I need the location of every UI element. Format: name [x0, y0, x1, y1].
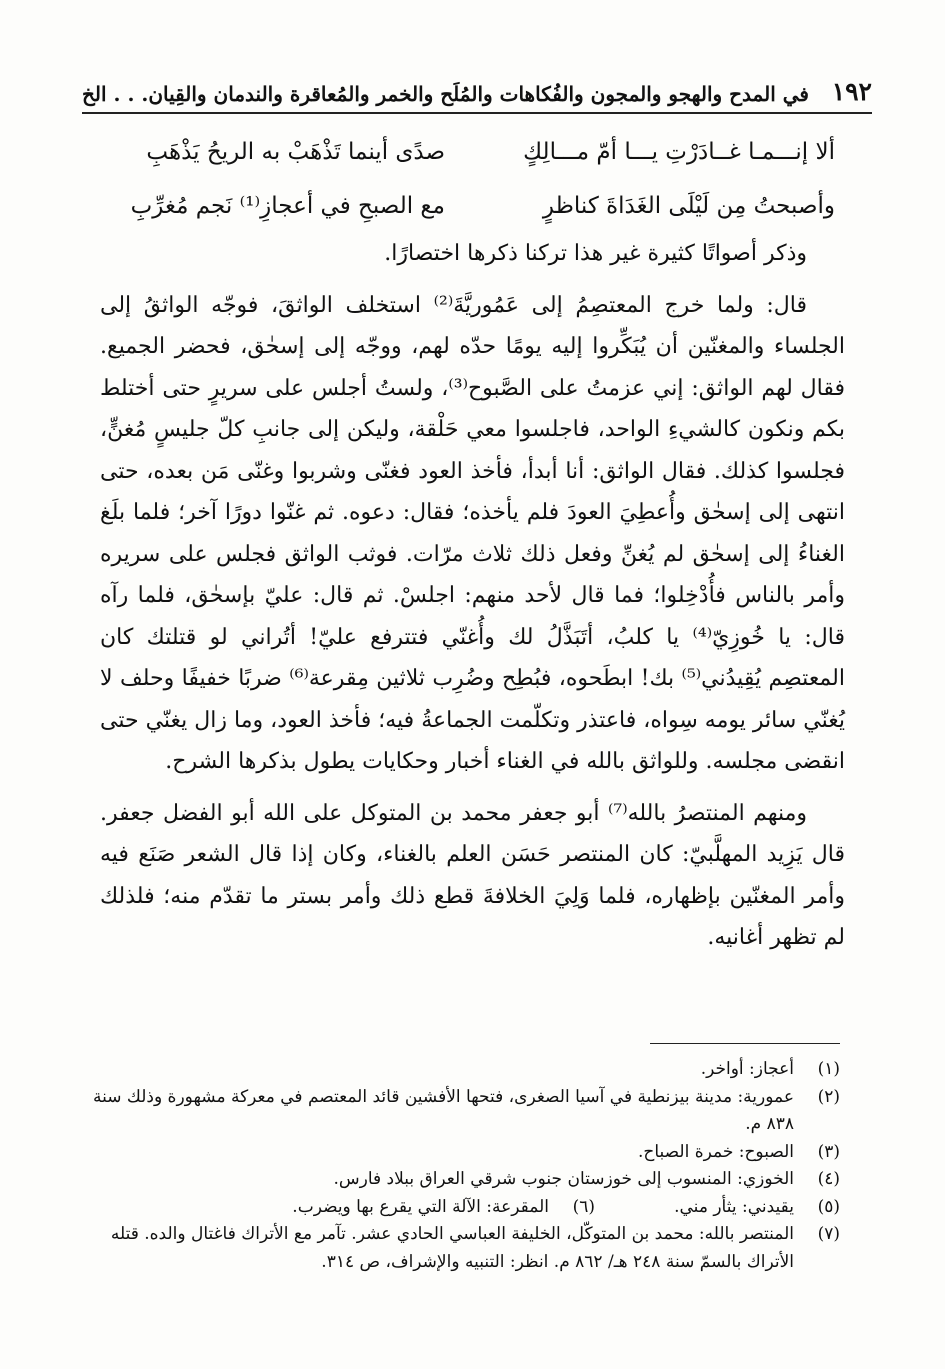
footnote-number: (٦) [572, 1196, 595, 1217]
footnote-row [90, 1194, 840, 1222]
footnote [90, 1139, 840, 1167]
footnote [292, 1194, 595, 1222]
footnote-number: (٣) [817, 1141, 840, 1162]
footnote-text: الصبوح: خمرة الصباح. [637, 1141, 794, 1162]
footnote [90, 1221, 840, 1276]
poem-verses [105, 125, 835, 233]
footnote-text: يقيدني: يثأر مني. [674, 1196, 794, 1217]
footnote [90, 1056, 840, 1084]
verse-second-hemistich: صدًى أينما تَذْهَبْ به الريحُ يَذْهَبِ [146, 139, 445, 165]
paragraph: ومنهم المنتصرُ بالله⁽⁷⁾ أبو جعفر محمد بن المتوكل على الله أبو الفضل جعفر. قال يَزِيد المهلَّبيّ: كان المنتصر حَسَن العلم بالغناء، وكان إذا قال الشعر صَنَع فيه وأمر المغنّين بإظهاره، فلما وَلِيَ الخلافةَ قطع ذلك وأمر بستر ما تقدّم منه؛ فلذلك لم تظهر أغانيه. [100, 800, 845, 950]
paragraph: قال: ولما خرج المعتصِمُ إلى عَمُوريَّةَ⁽²⁾ استخلف الواثقَ، فوجّه الواثقُ إلى الجلساء والمغنّين أن يُبَكِّروا إليه يومًا حدّه لهم، ووجّه إلى إسحٰق، فحضر الجميع. فقال لهم الواثق: إني عزمتُ على الصَّبوح⁽³⁾، ولستُ أجلس على سريرٍ حتى أختلط بكم ونكون كالشيءِ الواحد، فاجلسوا معي حَلْقة، وليكن إلى جانبِ كلّ جليسٍ مُغنٍّ، فجلسوا كذلك. فقال الواثق: أنا أبدأ، فأخذ العود فغنّى وشربوا وغنّى مَن بعده، حتى انتهى إلى إسحٰق وأُعطِيَ العودَ فلم يأخذه؛ فقال: دعوه. ثم غنّوا دورًا آخر؛ فلما بلَغ الغناءُ إلى إسحٰق لم يُغنِّ وفعل ذلك ثلاث مرّات. فوثب الواثق فجلس على سريره وأمر بالناس فأُدْخِلوا؛ فما قال لأحد منهم: اجلسْ. ثم قال: عليّ بإسحٰق، فلما رآه قال: يا خُوزِيّ⁽⁴⁾ يا كلبُ، أتَبَذَّلُ لك وأُغنّي فتترفع عليّ! أتُراني لو قتلتك كان المعتصِم يُقِيدُني⁽⁵⁾ بك! ابطَحوه، فبُطِح وضُرِب ثلاثين مِقرعة⁽⁶⁾ ضربًا خفيفًا وحلف لا يُغنّي سائر يومه سِواه، فاعتذر وتكلّمت الجماعةُ فيه؛ فأخذ العود، وما زال يغنّي حتى انقضى مجلسه. وللواثق بالله في الغناء أخبار وحكايات يطول بذكرها الشرح. [100, 292, 845, 774]
footnote-text: المنتصر بالله: محمد بن المتوكّل، الخليفة العباسي الحادي عشر. تآمر مع الأتراك فاغتال والده. قتله الأتراك بالسمّ سنة ٢٤٨ هـ/ ٨٦٢ م. انظر: التنبيه والإشراف، ص ٣١٤. [110, 1224, 794, 1272]
footnote-number: (٢) [817, 1086, 840, 1107]
page-header [82, 70, 872, 114]
footnote-text: الخوزي: المنسوب إلى خوزستان جنوب شرقي العراق ببلاد فارس. [333, 1169, 794, 1189]
footnote-number: (٧) [817, 1224, 840, 1244]
footnote-divider [650, 1043, 840, 1044]
verse-second-hemistich: مع الصبحِ في أعجازِ⁽¹⁾ نَجم مُغرِّبِ [130, 193, 445, 219]
verse-first-hemistich: وأصبحتُ مِن لَيْلَى الغَدَاةَ كناظرٍ [542, 193, 835, 219]
paragraph: وذكر أصواتًا كثيرة غير هذا تركنا ذكرها اختصارًا. [384, 241, 807, 266]
verse-line [105, 179, 835, 233]
footnote-text: عمورية: مدينة بيزنطية في آسيا الصغرى، فتحها الأفشين قائد المعتصم في معركة مشهورة وذلك سنة ٨٣٨ م. [92, 1086, 794, 1134]
footnote [595, 1194, 840, 1222]
verse-first-hemistich: ألا إنـــمـا غــادَرْتِ يـــا أمّ مـــالِكٍ [523, 139, 835, 165]
footnotes [90, 1043, 840, 1276]
footnote-number: (١) [817, 1059, 840, 1079]
running-title: في المدح والهجو والمجون والفُكاهات والمُلَح والخمر والمُعاقرة والندمان والقِيان. . . الخ [82, 82, 809, 106]
verse-line [105, 125, 835, 179]
footnote-text: المقرعة: الآلة التي يقرع بها ويضرب. [292, 1196, 549, 1217]
footnote-number: (٥) [817, 1196, 840, 1217]
footnote-text: أعجاز: أواخر. [700, 1059, 794, 1079]
footnote [90, 1084, 840, 1139]
footnote-number: (٤) [817, 1169, 840, 1189]
footnote [90, 1166, 840, 1194]
page-number: ١٩٢ [831, 77, 872, 106]
main-text [100, 233, 845, 959]
